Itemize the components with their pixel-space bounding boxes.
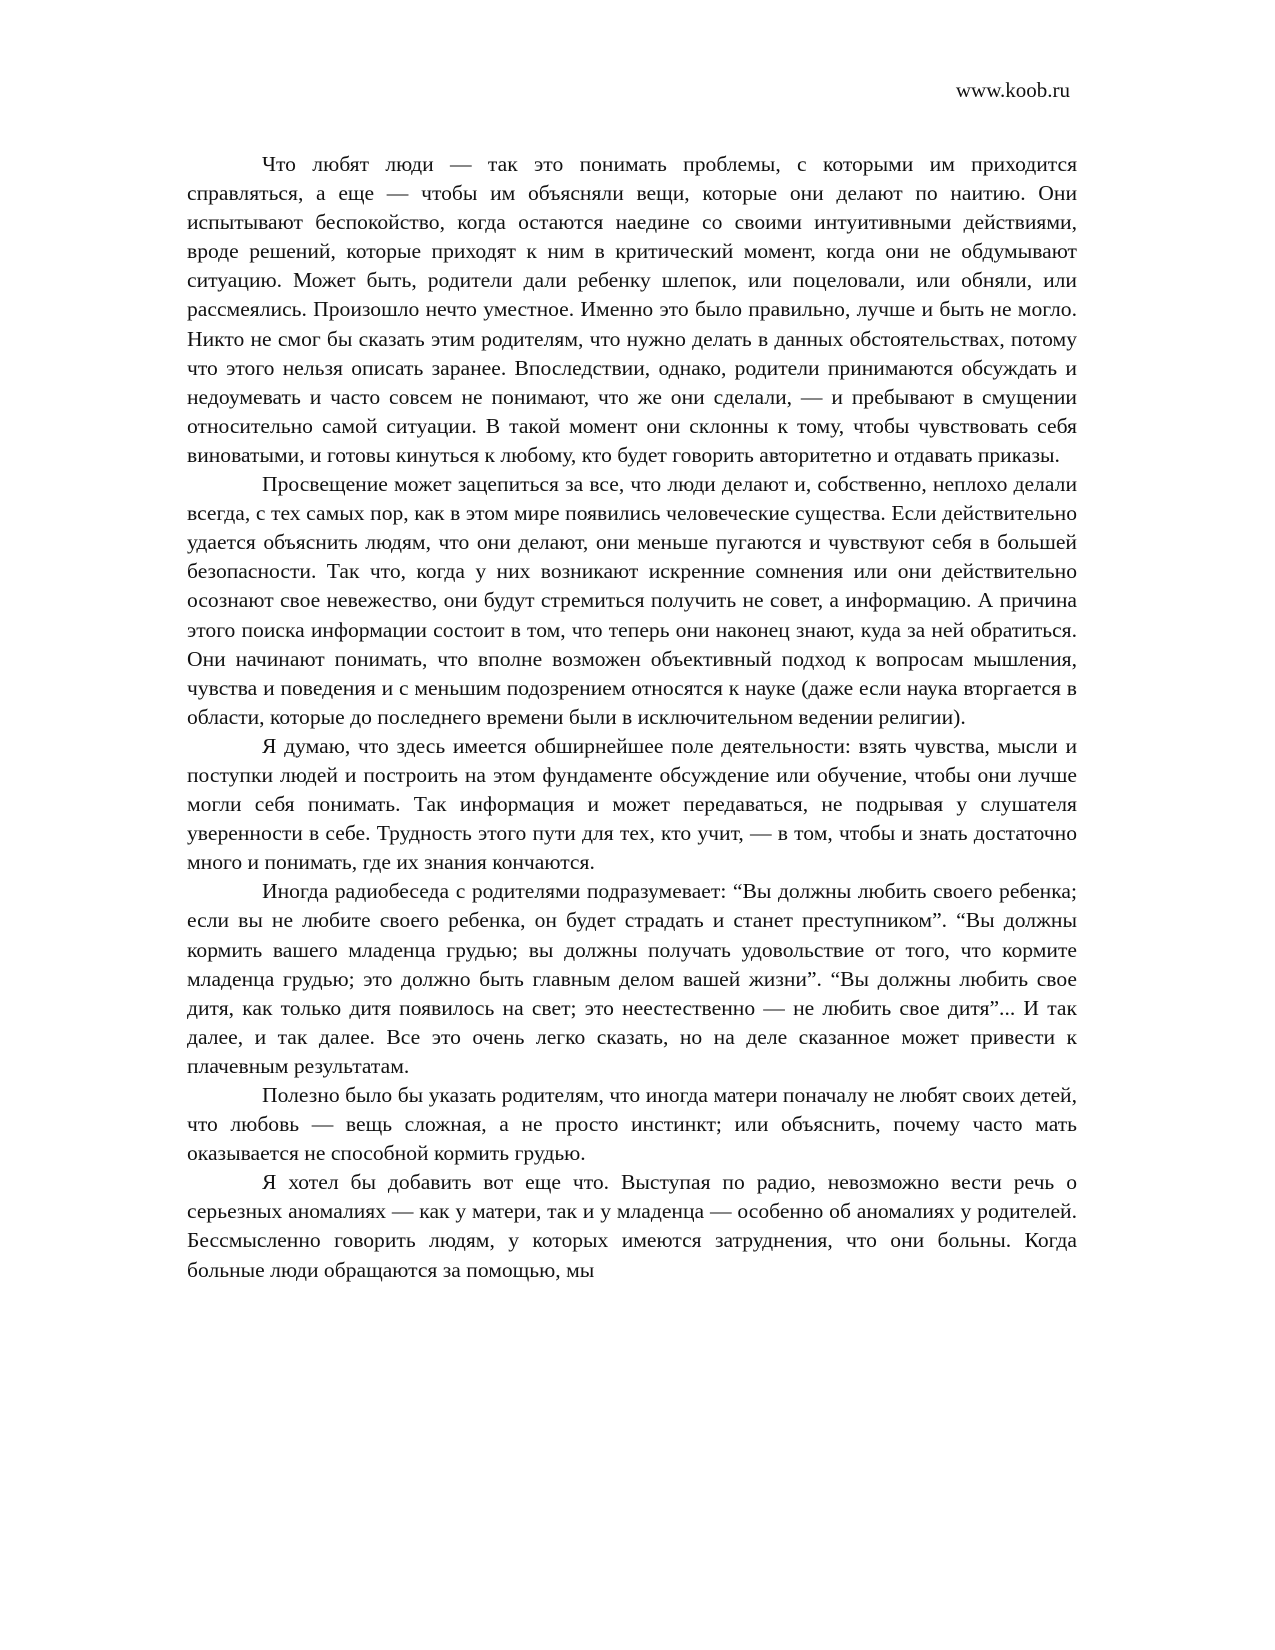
paragraph: Полезно было бы указать родителям, что иногда матери поначалу не любят своих детей, что любовь — вещь сложная, а не просто инстинкт; или объяснить, почему часто мать оказывается не способной кормить грудью.	[187, 1083, 1077, 1166]
paragraph: Просвещение может зацепиться за все, что люди делают и, собственно, неплохо делали всегда, с тех самых пор, как в этом мире появились человеческие существа. Если действительно удается объяснить людям, что они делают, они меньше пугаются и чувствуют себя в большей безопасности. Так что, когда у них возникают искренние сомнения или они действительно осознают свое невежество, они будут стремиться получить не совет, а информацию. А причина этого поиска информации состоит в том, что теперь они наконец знают, куда за ней обратиться. Они начинают понимать, что вполне возможен объективный подход к вопросам мышления, чувства и поведения и с меньшим подозрением относятся к науке (даже если наука вторгается в области, которые до последнего времени были в исключительном ведении религии).	[187, 472, 1077, 729]
body-text	[187, 150, 1077, 1285]
paragraph: Иногда радиобеседа с родителями подразумевает: “Вы должны любить своего ребенка; если вы не любите своего ребенка, он будет страдать и станет преступником”. “Вы должны кормить вашего младенца грудью; вы должны получать удовольствие от того, что кормите младенца грудью; это должно быть главным делом вашей жизни”. “Вы должны любить свое дитя, как только дитя появилось на свет; это неестественно — не любить свое дитя”... И так далее, и так далее. Все это очень легко сказать, но на деле сказанное может привести к плачевным результатам.	[187, 879, 1077, 1078]
paragraph: Я хотел бы добавить вот еще что. Выступая по радио, невозможно вести речь о серьезных аномалиях — как у матери, так и у младенца — особенно об аномалиях у родителей. Бессмысленно говорить людям, у которых имеются затруднения, что они больны. Когда больные люди обращаются за помощью, мы	[187, 1170, 1077, 1282]
paragraph: Я думаю, что здесь имеется обширнейшее поле деятельности: взять чувства, мысли и поступки людей и построить на этом фундаменте обсуждение или обучение, чтобы они лучше могли себя понимать. Так информация и может передаваться, не подрывая у слушателя уверенности в себе. Трудность этого пути для тех, кто учит, — в том, чтобы и знать достаточно много и понимать, где их знания кончаются.	[187, 733, 1077, 875]
paragraph: Что любят люди — так это понимать проблемы, с которыми им приходится справляться, а еще — чтобы им объясняли вещи, которые они делают по наитию. Они испытывают беспокойство, когда остаются наедине со своими интуитивными действиями, вроде решений, которые приходят к ним в критический момент, когда они не обдумывают ситуацию. Может быть, родители дали ребенку шлепок, или поцеловали, или обняли, или рассмеялись. Произошло нечто уместное. Именно это было правильно, лучше и быть не могло. Никто не смог бы сказать этим родителям, что нужно делать в данных обстоятельствах, потому что этого нельзя описать заранее. Впоследствии, однако, родители принимаются обсуждать и недоумевать и часто совсем не понимают, что же они сделали, — и пребывают в смущении относительно самой ситуации. В такой момент они склонны к тому, чтобы чувствовать себя виноватыми, и готовы кинуться к любому, кто будет говорить авторитетно и отдавать приказы.	[187, 152, 1077, 467]
header-site-url: www.koob.ru	[955, 78, 1070, 102]
